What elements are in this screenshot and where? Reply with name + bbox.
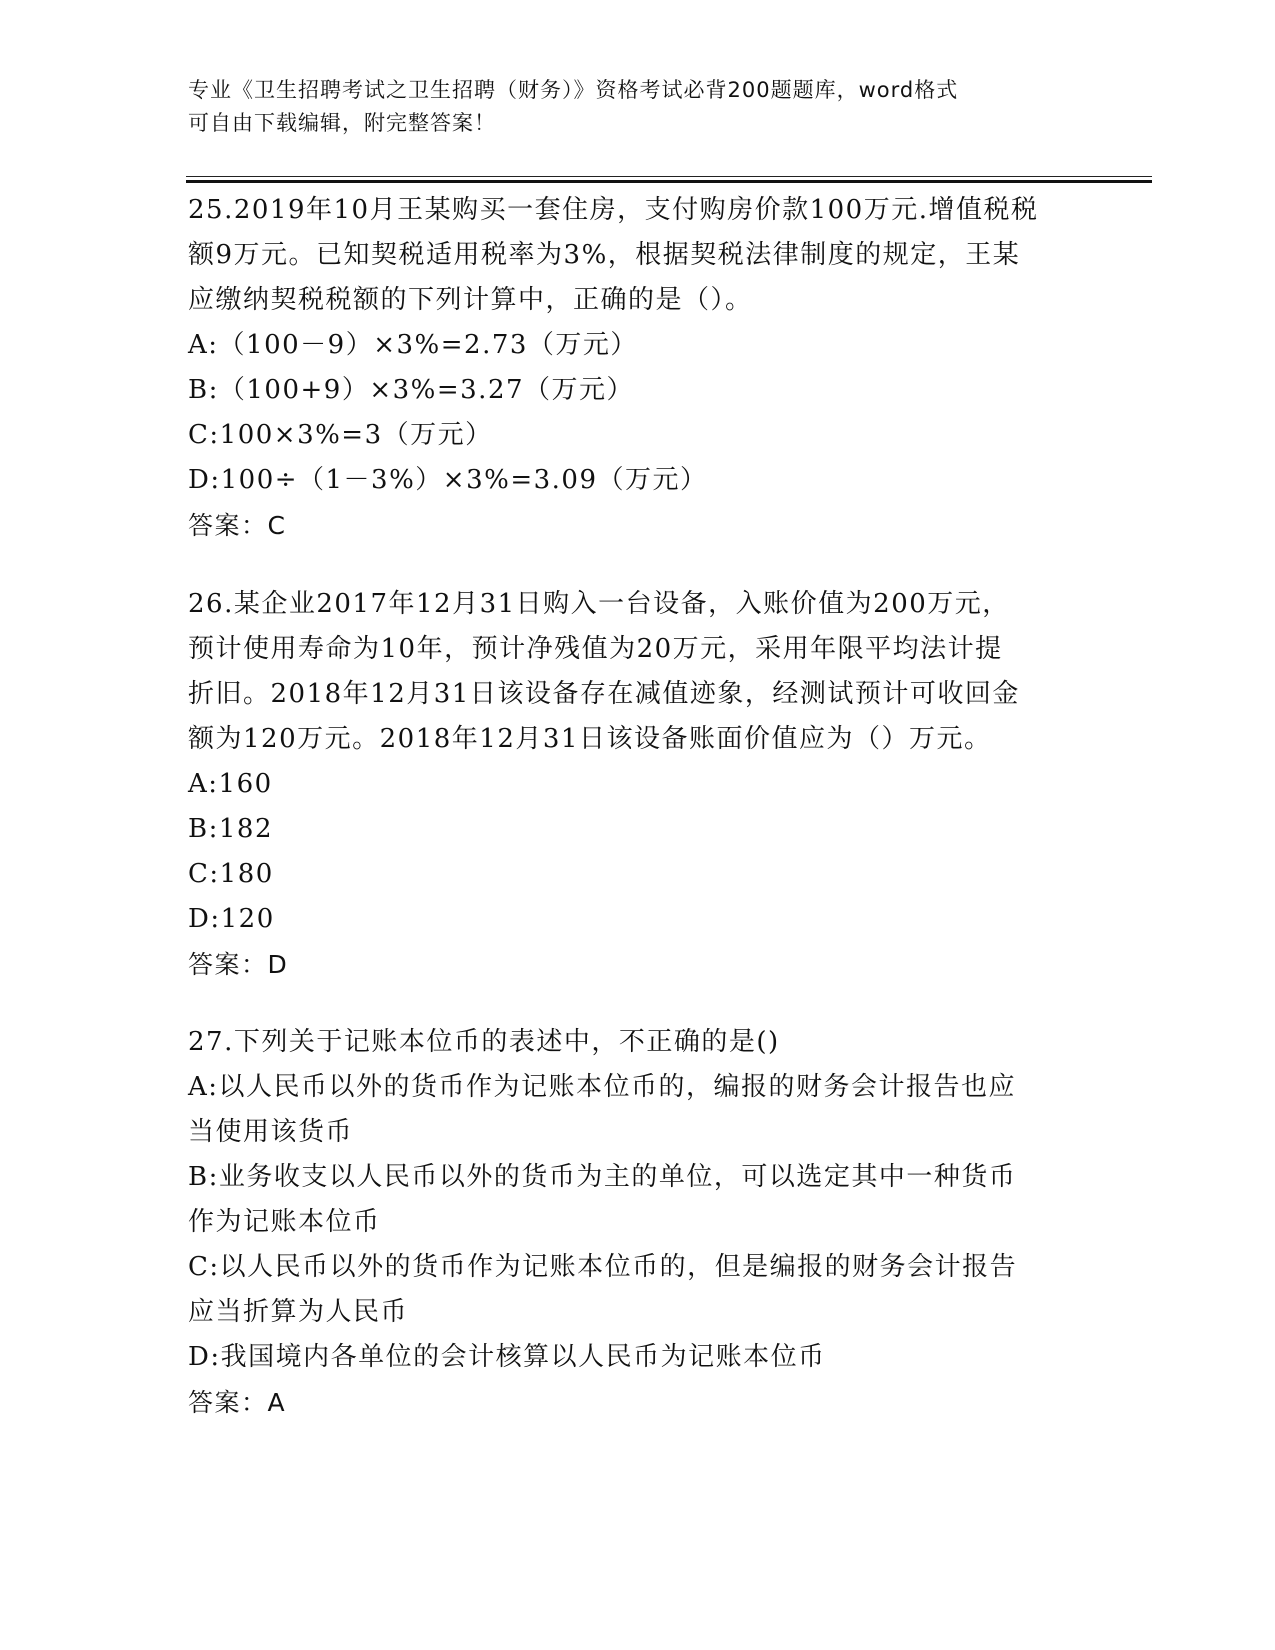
question-stem-line: 应缴纳契税税额的下列计算中，正确的是（）。: [188, 285, 753, 315]
question-25: [188, 188, 1088, 548]
option-a-continued: 当使用该货币: [188, 1117, 354, 1147]
question-stem-line: 额为120万元。2018年12月31日该设备账面价值应为（）万元。: [188, 724, 992, 754]
header-divider-thin: [186, 176, 1152, 177]
question-stem-line: 折旧。2018年12月31日该设备存在减值迹象，经测试预计可收回金: [188, 679, 1020, 709]
option-c: C:以人民币以外的货币作为记账本位币的，但是编报的财务会计报告: [188, 1252, 1018, 1282]
document-header: [188, 74, 1088, 140]
question-stem-line: 26.某企业2017年12月31日购入一台设备，入账价值为200万元，: [188, 589, 1010, 619]
answer-label: 答案：C: [188, 511, 287, 540]
option-d: D:120: [188, 904, 275, 934]
question-stem-line: 27.下列关于记账本位币的表述中，不正确的是(): [188, 1027, 780, 1057]
answer-label: 答案：A: [188, 1388, 287, 1417]
header-line-1: 专业《卫生招聘考试之卫生招聘（财务）》资格考试必背200题题库，word格式: [188, 78, 959, 102]
option-b: B:182: [188, 814, 273, 844]
option-c: C:100×3%=3（万元）: [188, 420, 493, 450]
option-d: D:我国境内各单位的会计核算以人民币为记账本位币: [188, 1342, 826, 1372]
option-a: A:160: [188, 769, 273, 799]
question-26: [188, 582, 1088, 987]
answer-label: 答案：D: [188, 950, 289, 979]
option-d: D:100÷（1－3%）×3%=3.09（万元）: [188, 465, 708, 495]
option-b: B:（100+9）×3%=3.27（万元）: [188, 375, 635, 405]
option-c: C:180: [188, 859, 274, 889]
question-stem-line: 额9万元。已知契税适用税率为3%，根据契税法律制度的规定，王某: [188, 240, 1021, 270]
option-b-continued: 作为记账本位币: [188, 1207, 381, 1237]
question-27: [188, 1020, 1088, 1425]
option-a: A:（100－9）×3%=2.73（万元）: [188, 330, 638, 360]
header-divider-thick: [186, 180, 1152, 183]
header-line-2: 可自由下载编辑，附完整答案！: [188, 111, 496, 135]
option-c-continued: 应当折算为人民币: [188, 1297, 409, 1327]
option-b: B:业务收支以人民币以外的货币为主的单位，可以选定其中一种货币: [188, 1162, 1017, 1192]
question-stem-line: 25.2019年10月王某购买一套住房，支付购房价款100万元.增值税税: [188, 195, 1039, 225]
option-a: A:以人民币以外的货币作为记账本位币的，编报的财务会计报告也应: [188, 1072, 1017, 1102]
question-stem-line: 预计使用寿命为10年，预计净残值为20万元，采用年限平均法计提: [188, 634, 1003, 664]
